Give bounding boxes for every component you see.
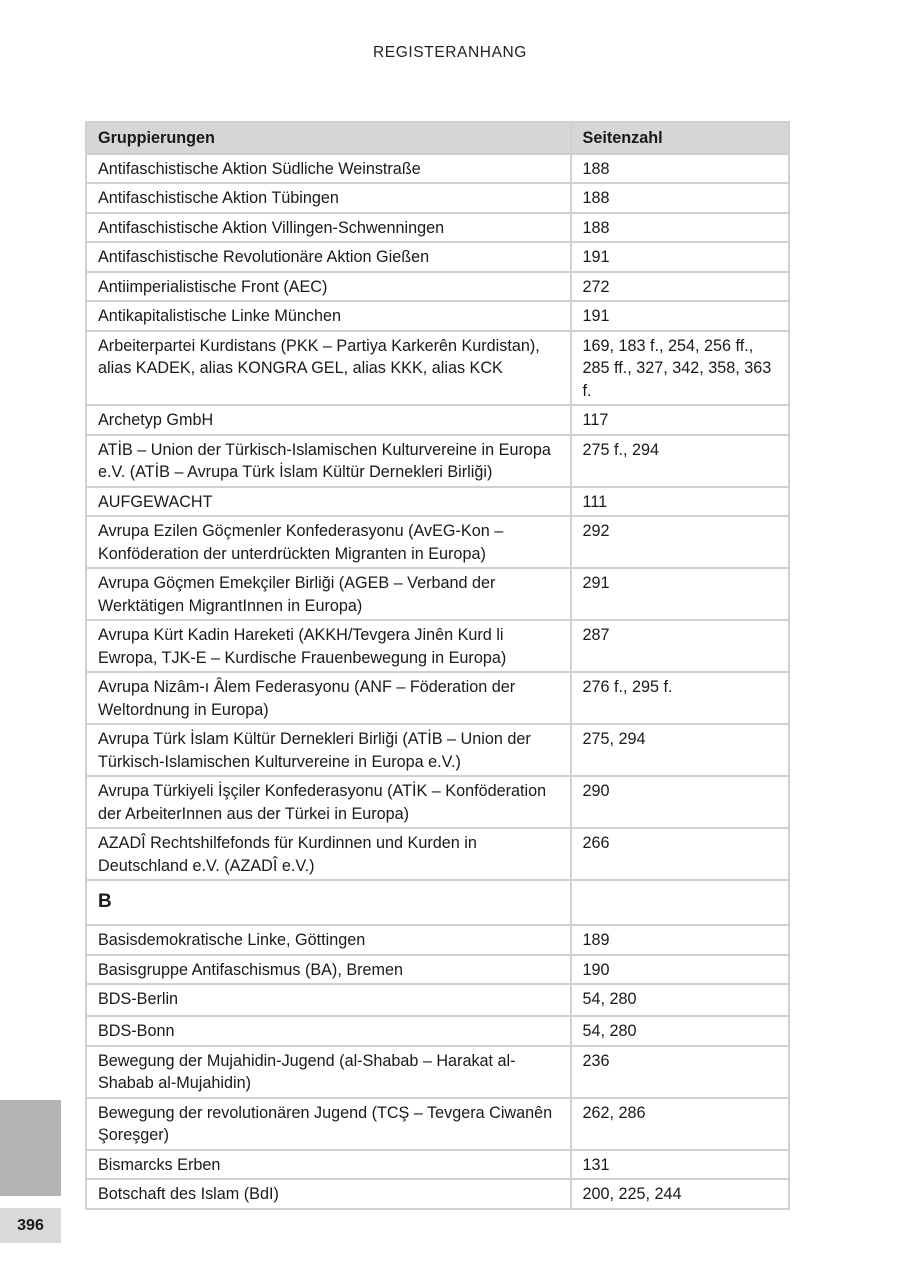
page-refs: 275 f., 294 (571, 435, 789, 487)
page-refs: 287 (571, 620, 789, 672)
group-name: Basisdemokratische Linke, Göttingen (86, 925, 571, 955)
group-name: Avrupa Türk İslam Kültür Dernekleri Birliği (ATİB – Union der Türkisch-Islamischen Kulturvereine in Europa e.V.) (86, 724, 571, 776)
page-refs: 236 (571, 1046, 789, 1098)
page-refs: 266 (571, 828, 789, 880)
page-refs: 191 (571, 242, 789, 272)
group-name: Avrupa Türkiyeli İşçiler Konfederasyonu (ATİK – Konföderation der ArbeiterInnen aus der Türkei in Europa) (86, 776, 571, 828)
page-refs: 275, 294 (571, 724, 789, 776)
table-row (86, 724, 789, 776)
table-row (86, 925, 789, 955)
group-name: BDS-Berlin (86, 984, 571, 1016)
table-row (86, 331, 789, 406)
page-refs: 291 (571, 568, 789, 620)
group-name: BDS-Bonn (86, 1016, 571, 1046)
table-row (86, 301, 789, 331)
page-refs: 276 f., 295 f. (571, 672, 789, 724)
table-row (86, 1098, 789, 1150)
table-row (86, 568, 789, 620)
column-header-groups: Gruppierungen (86, 122, 571, 154)
table-row (86, 1179, 789, 1209)
page-number: 396 (0, 1208, 61, 1243)
page-refs: 190 (571, 955, 789, 985)
group-name: Antiimperialistische Front (AEC) (86, 272, 571, 302)
page-refs: 188 (571, 183, 789, 213)
group-name: Avrupa Kürt Kadin Hareketi (AKKH/Tevgera Jinên Kurd li Ewropa, TJK-E – Kurdische Frauenbewegung in Europa) (86, 620, 571, 672)
table-row (86, 1150, 789, 1180)
group-name: Antifaschistische Aktion Tübingen (86, 183, 571, 213)
page-refs: 189 (571, 925, 789, 955)
page-refs: 262, 286 (571, 1098, 789, 1150)
page-refs: 272 (571, 272, 789, 302)
table-row (86, 516, 789, 568)
page-refs: 191 (571, 301, 789, 331)
table-row (86, 183, 789, 213)
group-name: Bewegung der revolutionären Jugend (TCŞ – Tevgera Ciwanên Şoreşger) (86, 1098, 571, 1150)
group-name: Antifaschistische Revolutionäre Aktion Gießen (86, 242, 571, 272)
running-head-title: REGISTERANHANG (373, 44, 527, 61)
page-refs: 54, 280 (571, 1016, 789, 1046)
page-refs: 292 (571, 516, 789, 568)
section-letter-row (86, 880, 789, 925)
group-name: Avrupa Nizâm-ı Âlem Federasyonu (ANF – Föderation der Weltordnung in Europa) (86, 672, 571, 724)
page-refs: 290 (571, 776, 789, 828)
group-name: AUFGEWACHT (86, 487, 571, 517)
table-row (86, 242, 789, 272)
group-name: Botschaft des Islam (BdI) (86, 1179, 571, 1209)
empty-cell (571, 880, 789, 925)
table-row (86, 1016, 789, 1046)
page-refs: 188 (571, 154, 789, 184)
table-row (86, 405, 789, 435)
group-name: Bewegung der Mujahidin-Jugend (al-Shabab – Harakat al-Shabab al-Mujahidin) (86, 1046, 571, 1098)
table-row (86, 272, 789, 302)
group-name: ATİB – Union der Türkisch-Islamischen Kulturvereine in Europa e.V. (ATİB – Avrupa Türk İslam Kültür Dernekleri Birliği) (86, 435, 571, 487)
page-refs: 131 (571, 1150, 789, 1180)
thumb-index-tab (0, 1100, 61, 1196)
page-refs: 188 (571, 213, 789, 243)
table-row (86, 955, 789, 985)
register-table (85, 121, 790, 1210)
table-row (86, 620, 789, 672)
page-refs: 54, 280 (571, 984, 789, 1016)
table-row (86, 672, 789, 724)
page-refs: 117 (571, 405, 789, 435)
group-name: AZADÎ Rechtshilfefonds für Kurdinnen und Kurden in Deutschland e.V. (AZADÎ e.V.) (86, 828, 571, 880)
group-name: Antifaschistische Aktion Südliche Weinstraße (86, 154, 571, 184)
group-name: Archetyp GmbH (86, 405, 571, 435)
table-row (86, 828, 789, 880)
section-letter: B (86, 880, 571, 925)
table-row (86, 776, 789, 828)
group-name: Avrupa Göçmen Emekçiler Birliği (AGEB – Verband der Werktätigen MigrantInnen in Europa) (86, 568, 571, 620)
group-name: Bismarcks Erben (86, 1150, 571, 1180)
table-row (86, 984, 789, 1016)
table-row (86, 1046, 789, 1098)
table-row (86, 154, 789, 184)
table-header-row (86, 122, 789, 154)
group-name: Arbeiterpartei Kurdistans (PKK – Partiya Karkerên Kurdistan), alias KADEK, alias KONGRA GEL, alias KKK, alias KCK (86, 331, 571, 406)
page-refs: 111 (571, 487, 789, 517)
group-name: Basisgruppe Antifaschismus (BA), Bremen (86, 955, 571, 985)
group-name: Antifaschistische Aktion Villingen-Schwenningen (86, 213, 571, 243)
table-row (86, 487, 789, 517)
page-refs: 169, 183 f., 254, 256 ff., 285 ff., 327, 342, 358, 363 f. (571, 331, 789, 406)
table-row (86, 435, 789, 487)
column-header-pages: Seitenzahl (571, 122, 789, 154)
table-row (86, 213, 789, 243)
page-refs: 200, 225, 244 (571, 1179, 789, 1209)
group-name: Avrupa Ezilen Göçmenler Konfederasyonu (AvEG-Kon – Konföderation der unterdrückten Migranten in Europa) (86, 516, 571, 568)
group-name: Antikapitalistische Linke München (86, 301, 571, 331)
